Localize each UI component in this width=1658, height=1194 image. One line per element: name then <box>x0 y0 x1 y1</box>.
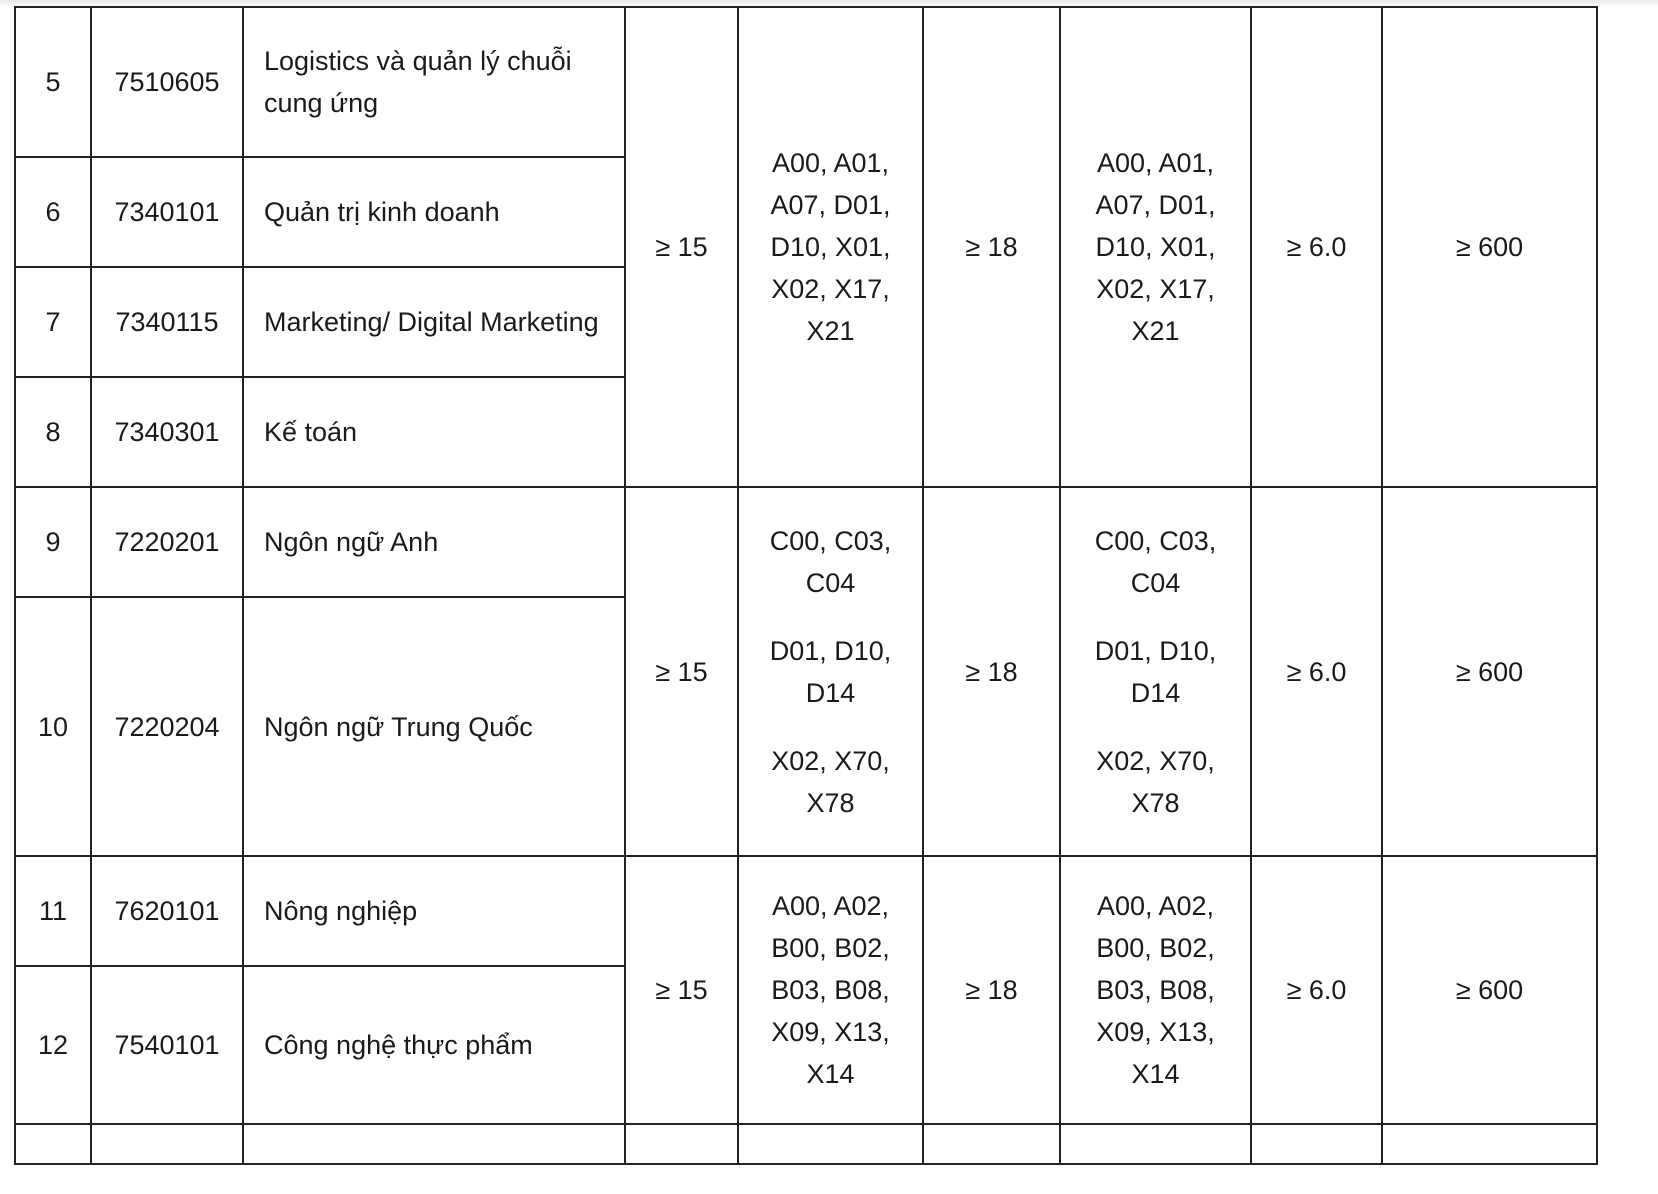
combo-line: X02, X17, <box>1096 274 1215 304</box>
stt-cell: 12 <box>15 966 91 1124</box>
min-score-cell-2: ≥ 18 <box>923 856 1060 1124</box>
major-name-cell: Quản trị kinh doanh <box>243 157 625 267</box>
combo-line: D14 <box>805 677 856 708</box>
combo-line: D01, D10, <box>769 635 892 666</box>
min-score-cell: ≥ 15 <box>625 487 738 856</box>
combo-gap <box>1081 714 1230 740</box>
combo-line: D10, X01, <box>770 232 891 262</box>
subject-combos-cell <box>738 7 923 487</box>
combo-line: C00, C03, <box>769 525 892 556</box>
combo-line: X21 <box>1131 316 1180 346</box>
table-row-partial <box>15 1124 1597 1164</box>
subject-combos-cell-2 <box>1060 856 1251 1124</box>
major-name-cell: Ngôn ngữ Anh <box>243 487 625 597</box>
combo-line: D14 <box>1130 677 1181 708</box>
ielts-cell: ≥ 6.0 <box>1251 856 1382 1124</box>
combo-line: B03, B08, <box>771 975 890 1005</box>
combo-line: X78 <box>1131 787 1180 818</box>
stt-cell <box>15 1124 91 1164</box>
major-name-cell: Marketing/ Digital Marketing <box>243 267 625 377</box>
combo-line: A00, A01, <box>1096 148 1215 178</box>
combo-line: X14 <box>1131 1059 1180 1089</box>
major-code-cell: 7340301 <box>91 377 243 487</box>
combo-line: X02, X17, <box>771 274 890 304</box>
major-code-cell: 7540101 <box>91 966 243 1124</box>
combo-line: A07, D01, <box>1095 190 1216 220</box>
major-code-cell: 7510605 <box>91 7 243 157</box>
stt-cell: 11 <box>15 856 91 966</box>
stt-cell: 9 <box>15 487 91 597</box>
admission-table <box>14 6 1598 1165</box>
stt-cell: 6 <box>15 157 91 267</box>
combo-line: B00, B02, <box>771 933 890 963</box>
combo-line: X09, X13, <box>771 1017 890 1047</box>
subject-combos-cell-2 <box>1060 487 1251 856</box>
combo-line: A07, D01, <box>770 190 891 220</box>
combo-line: B03, B08, <box>1096 975 1215 1005</box>
combo-line: C04 <box>1130 567 1181 598</box>
combo-line: X14 <box>806 1059 855 1089</box>
combo-line: X09, X13, <box>1096 1017 1215 1047</box>
stt-cell: 10 <box>15 597 91 856</box>
major-name-cell: Kế toán <box>243 377 625 487</box>
combo-line: D10, X01, <box>1095 232 1216 262</box>
table-row <box>15 7 1597 157</box>
min-score-cell-2: ≥ 18 <box>923 487 1060 856</box>
major-name-cell: Nông nghiệp <box>243 856 625 966</box>
combo-line: A00, A02, <box>771 891 890 921</box>
min-score-cell-2: ≥ 18 <box>923 7 1060 487</box>
major-name-cell: Ngôn ngữ Trung Quốc <box>243 597 625 856</box>
combo-line: C00, C03, <box>1094 525 1217 556</box>
major-code-cell: 7340101 <box>91 157 243 267</box>
ielts-cell: ≥ 6.0 <box>1251 487 1382 856</box>
min-score-cell-2 <box>923 1124 1060 1164</box>
combo-gap <box>1081 604 1230 630</box>
combo-line: D01, D10, <box>1094 635 1217 666</box>
min-score-cell: ≥ 15 <box>625 856 738 1124</box>
major-code-cell <box>91 1124 243 1164</box>
min-score-cell: ≥ 15 <box>625 7 738 487</box>
test-score-cell: ≥ 600 <box>1382 7 1597 487</box>
major-name: Logistics và quản lý chuỗi cung ứng <box>264 46 572 118</box>
major-code-cell: 7220201 <box>91 487 243 597</box>
combo-gap <box>759 604 902 630</box>
combo-gap <box>759 714 902 740</box>
ielts-cell: ≥ 6.0 <box>1251 7 1382 487</box>
test-score-cell: ≥ 600 <box>1382 487 1597 856</box>
combo-line: C04 <box>805 567 856 598</box>
stt-cell: 7 <box>15 267 91 377</box>
major-name-cell <box>243 1124 625 1164</box>
subject-combos-cell <box>738 856 923 1124</box>
ielts-cell <box>1251 1124 1382 1164</box>
combo-line: X78 <box>806 787 855 818</box>
stt-cell: 5 <box>15 7 91 157</box>
min-score-cell <box>625 1124 738 1164</box>
combo-line: B00, B02, <box>1096 933 1215 963</box>
test-score-cell: ≥ 600 <box>1382 856 1597 1124</box>
stt-cell: 8 <box>15 377 91 487</box>
combo-line: A00, A02, <box>1096 891 1215 921</box>
combo-line: X21 <box>806 316 855 346</box>
subject-combos-cell-2 <box>1060 7 1251 487</box>
major-name-cell <box>243 7 625 157</box>
combo-line: X02, X70, <box>1096 745 1215 776</box>
subject-combos-cell <box>738 487 923 856</box>
table-row <box>15 487 1597 597</box>
table-row <box>15 856 1597 966</box>
major-name-cell: Công nghệ thực phẩm <box>243 966 625 1124</box>
combo-line: X02, X70, <box>771 745 890 776</box>
major-code-cell: 7620101 <box>91 856 243 966</box>
test-score-cell <box>1382 1124 1597 1164</box>
subject-combos-cell-2 <box>1060 1124 1251 1164</box>
subject-combos-cell <box>738 1124 923 1164</box>
major-code-cell: 7340115 <box>91 267 243 377</box>
major-code-cell: 7220204 <box>91 597 243 856</box>
combo-line: A00, A01, <box>771 148 890 178</box>
